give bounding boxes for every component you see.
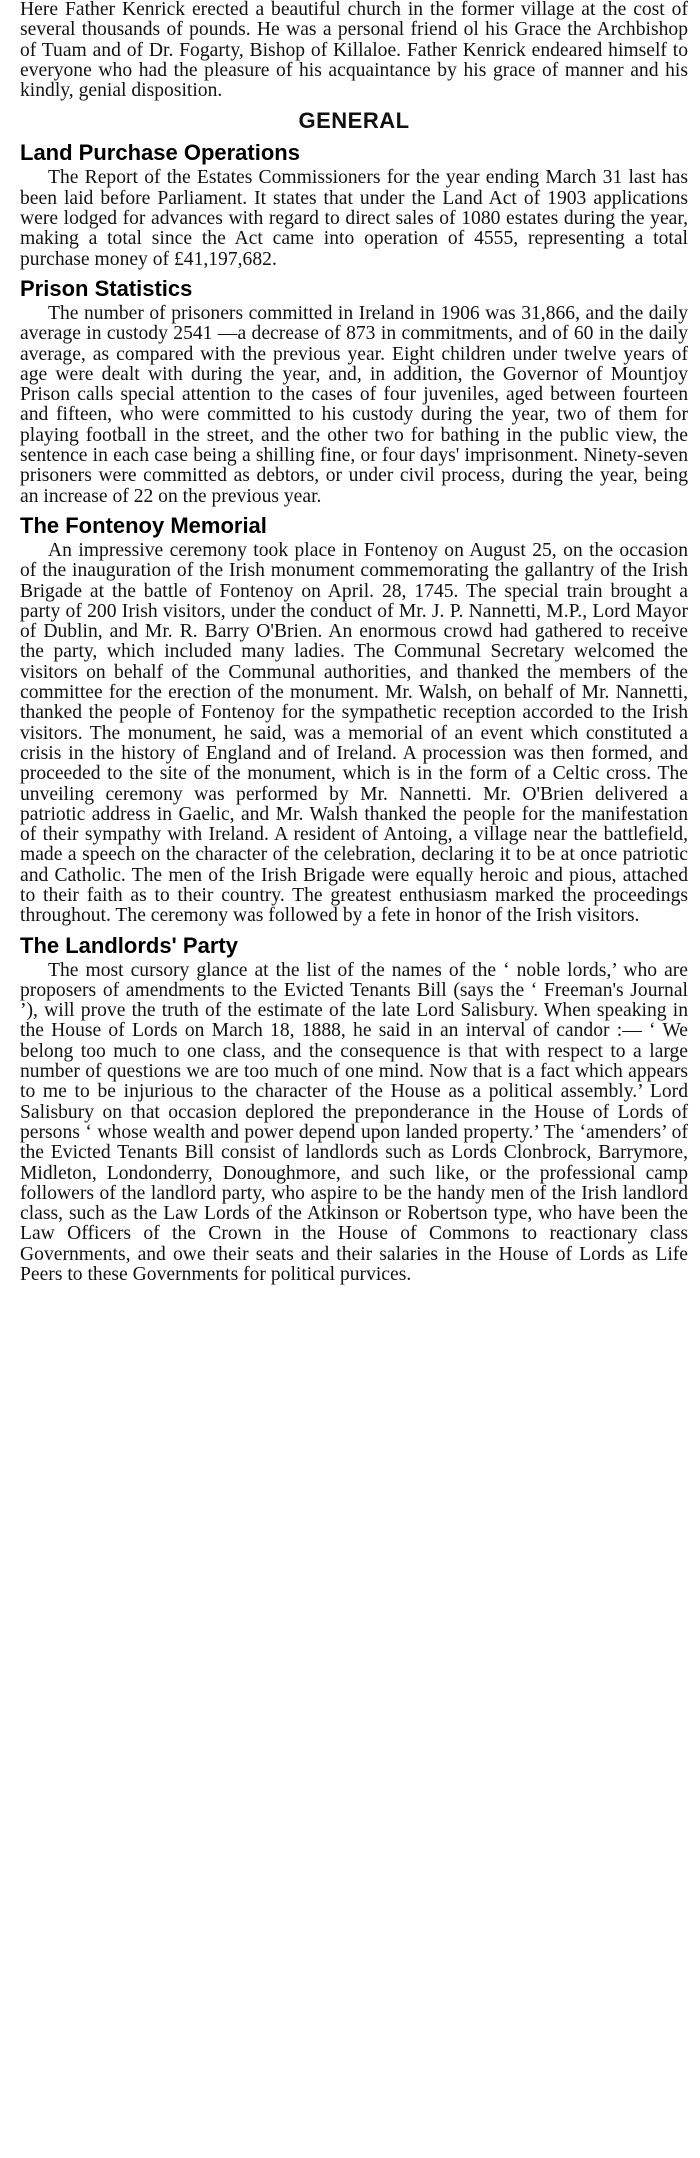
general-heading: GENERAL	[298, 108, 410, 134]
section-body: The number of prisoners committed in Ireland in 1906 was 31,866, and the daily average in custody 2541 —a decrease of 873 in commitments, and of 60 in the daily average, as compared with the previous year. Eight children under twelve years of age were dealt with during the year, and, in addition, the Governor of Mountjoy Prison calls special attention to the cases of four juveniles, aged between fourteen and fifteen, who were committed to his custody during the year, two of them for playing football in the street, and the other two for bathing in the public view, the sentence in each case being a shilling fine, or four days' imprisonment. Ninety-seven prisoners were committed as debtors, or under civil process, during the year, being an increase of 22 on the previous year.	[20, 302, 688, 507]
article-land-purchase	[20, 140, 688, 269]
section-body: The Report of the Estates Commissioners for the year ending March 31 last has been laid before Parliament. It states that under the Land Act of 1903 applications were lodged for advances with regard to direct sales of 1080 estates during the year, making a total since the Act came into operation of 4555, representing a total purchase money of £41,197,682.	[20, 167, 688, 270]
section-title: Land Purchase Operations	[20, 140, 300, 166]
intro-paragraph: Here Father Kenrick erected a beautiful church in the former village at the cost of several thousands of pounds. He was a personal friend ol his Grace the Archbishop of Tuam and of Dr. Fogarty, Bishop of Killaloe. Father Kenrick endeared himself to everyone who had the pleasure of his acquaintance by his grace of manner and his kindly, genial disposition.	[20, 0, 688, 102]
article-fontenoy-memorial	[20, 513, 688, 927]
article-prison-statistics	[20, 276, 688, 507]
section-title: The Fontenoy Memorial	[20, 512, 267, 538]
article-landlords-party	[20, 933, 688, 1286]
section-title: Prison Statistics	[20, 275, 193, 301]
section-body: The most cursory glance at the list of the names of the ‘ noble lords,’ who are proposers of amendments to the Evicted Tenants Bill (says the ‘ Freeman's Journal ’), will prove the truth of the estimate of the late Lord Salisbury. When speaking in the House of Lords on March 18, 1888, he said in an interval of candor :— ‘ We belong too much to one class, and the consequence is that with respect to a large number of questions we are too much of one mind. Now that is a fact which appears to me to be injurious to the character of the House as a political assembly.’ Lord Salisbury on that occasion deplored the preponderance in the House of Lords of persons ‘ whose wealth and power depend upon landed property.’ The ‘amenders’ of the Evicted Tenants Bill consist of landlords such as Lords Clonbrock, Barrymore, Midleton, Londonderry, Donoughmore, and such like, or the professional camp followers of the landlord party, who aspire to be the handy men of the Irish landlord class, such as the Law Lords of the Atkinson or Robertson type, who have been the Law Officers of the Crown in the House of Commons to reactionary class Governments, and owe their seats and their salaries in the House of Lords as Life Peers to these Governments for political purvices.	[20, 959, 688, 1286]
section-body: An impressive ceremony took place in Fontenoy on August 25, on the occasion of the inauguration of the Irish monument commemorating the gallantry of the Irish Brigade at the battle of Fontenoy on April. 28, 1745. The special train brought a party of 200 Irish visitors, under the conduct of Mr. J. P. Nannetti, M.P., Lord Mayor of Dublin, and Mr. R. Barry O'Brien. An enormous crowd had gathered to receive the party, which included many ladies. The Communal Secretary welcomed the visitors on behalf of the Communal authorities, and thanked the members of the committee for the erection of the monument. Mr. Walsh, on behalf of Mr. Nannetti, thanked the people of Fontenoy for the sympathetic reception accorded to the Irish visitors. The monument, he said, was a memorial of an event which constituted a crisis in the history of England and of Ireland. A procession was then formed, and proceeded to the site of the monument, which is in the form of a Celtic cross. The unveiling ceremony was performed by Mr. Nannetti. Mr. O'Brien delivered a patriotic address in Gaelic, and Mr. Walsh thanked the people for the manifestation of their sympathy with Ireland. A resident of Antoing, a village near the battlefield, made a speech on the character of the celebration, declaring it to be at once patriotic and Catholic. The men of the Irish Brigade were equally heroic and pious, attached to their faith as to their country. The greatest enthusiasm marked the proceedings throughout. The ceremony was followed by a fete in honor of the Irish visitors.	[20, 539, 688, 927]
section-title: The Landlords' Party	[20, 932, 238, 958]
